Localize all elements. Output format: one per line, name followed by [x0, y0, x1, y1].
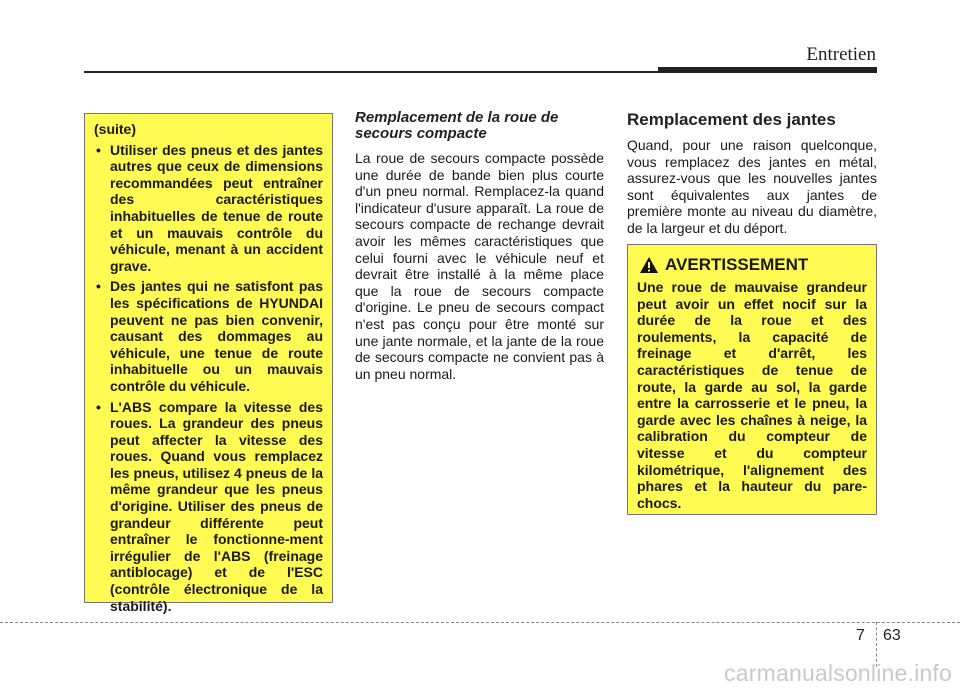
caution-box-continued: [84, 113, 333, 614]
wheel-replacement-heading: Remplacement des jantes: [627, 110, 836, 129]
suite-label: (suite): [94, 121, 136, 137]
wheel-replacement-section: [627, 110, 877, 237]
header-rule-thick: [658, 67, 877, 73]
header-rule-thin: [84, 71, 664, 73]
caution-list: [94, 142, 323, 615]
warning-body: Une roue de mauvaise grandeur peut avoir un effet nocif sur la durée de la roue et des roulements, la capacité de freinage et d'arrêt, les caractéristiques de tenue de route, la garde au sol, la garde entre la carrosserie et le pneu, la garde avec les chaînes à neige, la calibration du compteur de vitesse et du compteur kilométrique, l'alignement des phares et la hauteur du pare-chocs.: [637, 279, 867, 511]
chapter-number: 7: [856, 627, 865, 644]
warning-title: AVERTISSEMENT: [665, 255, 809, 274]
list-item: • L'ABS compare la vitesse des roues. La grandeur des pneus peut affecter la vitesse des roues. Quand vous remplacez les pneus, utilisez 4 pneus de la même grandeur que les pneus d'origine. Utiliser des pneus de grandeur différente peut entraîner le fonctionne-ment irrégulier de l'ABS (freinage antiblocage) et de l'ESC (contrôle électronique de la stabilité).: [94, 399, 323, 615]
compact-spare-heading: Remplacement de la roue de secours compacte: [355, 109, 559, 142]
watermark: carmanualsonline.info: [724, 660, 952, 686]
compact-spare-section: [355, 110, 604, 382]
footer-dashed-line: [0, 622, 960, 623]
page-number: 63: [883, 627, 901, 644]
warning-header: [637, 255, 867, 275]
list-item: • Des jantes qui ne satisfont pas les spécifications de HYUNDAI peuvent ne pas bien convenir, causant des dommages au véhicule, une tenue de route inhabituelle ou un mauvais contrôle du véhicule.: [94, 278, 323, 394]
list-item: • Utiliser des pneus et des jantes autres que ceux de dimensions recommandées peut entraîner des caractéristiques inhabituelles de tenue de route et un mauvais contrôle du véhicule, menant à un accident grave.: [94, 142, 323, 275]
warning-box: [627, 244, 877, 515]
compact-spare-body: La roue de secours compacte possède une durée de bande bien plus courte d'un pneu normal. Remplacez-la quand l'indicateur d'usure apparaît. La roue de secours compacte de rechange devrait avoir les mêmes caractéristiques que celui fourni avec le véhicule neuf et devrait être installé à la même place que la roue de secours compacte d'origine. Le pneu de secours compact n'est pas conçu pour être monté sur une jante normale, et la jante de la roue de secours compacte ne convient pas à un pneu normal.: [355, 150, 604, 382]
wheel-replacement-body: Quand, pour une raison quelconque, vous remplacez des jantes en métal, assurez-vous que les nouvelles jantes sont équivalentes aux jantes de première monte au niveau du diamètre, de la largeur et du déport.: [627, 137, 877, 236]
section-title: Entretien: [806, 44, 876, 65]
warning-triangle-icon: [639, 256, 659, 274]
